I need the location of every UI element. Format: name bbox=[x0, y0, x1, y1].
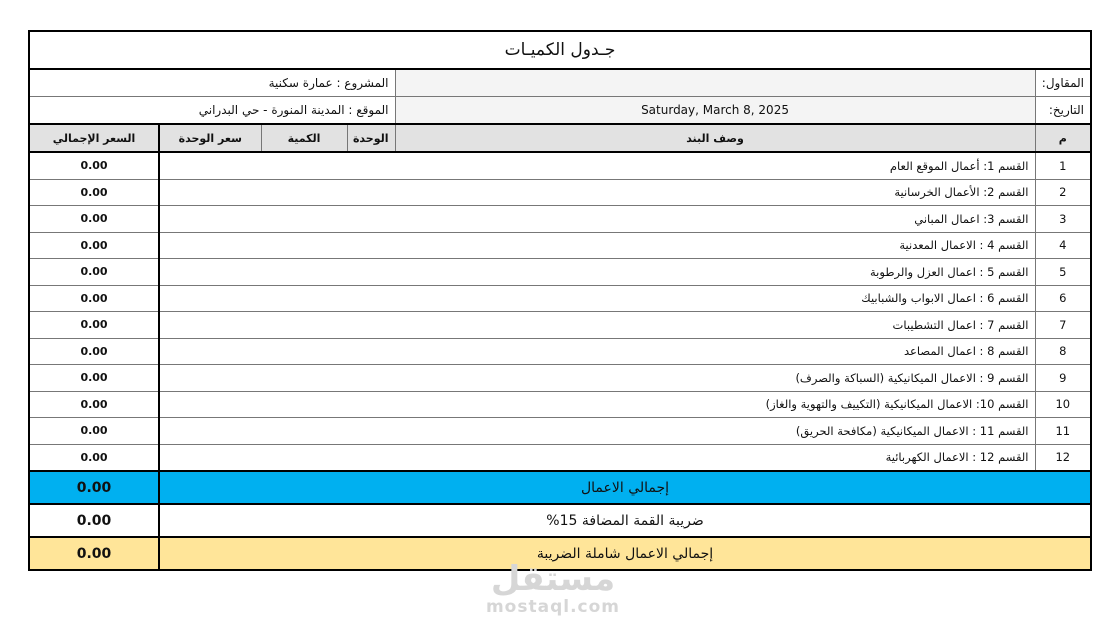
date-label: التاريخ: bbox=[1035, 97, 1091, 125]
header-total-price: السعر الإجمالي bbox=[29, 124, 159, 152]
item-number: 3 bbox=[1035, 206, 1091, 233]
item-description: القسم 5 : اعمال العزل والرطوبة bbox=[159, 259, 1035, 286]
item-description: القسم 4 : الاعمال المعدنية bbox=[159, 232, 1035, 259]
item-description: القسم 9 : الاعمال الميكانيكية (السباكة والصرف) bbox=[159, 365, 1035, 392]
table-row bbox=[29, 152, 1091, 179]
item-total: 0.00 bbox=[29, 338, 159, 365]
item-total: 0.00 bbox=[29, 418, 159, 445]
table-row bbox=[29, 285, 1091, 312]
table-row bbox=[29, 444, 1091, 471]
watermark-latin: mostaql.com bbox=[485, 597, 621, 617]
works-total-value: 0.00 bbox=[29, 471, 159, 504]
item-total: 0.00 bbox=[29, 179, 159, 206]
location-label: الموقع : المدينة المنورة - حي البدراني bbox=[29, 97, 395, 125]
table-row bbox=[29, 232, 1091, 259]
item-number: 11 bbox=[1035, 418, 1091, 445]
table-row bbox=[29, 312, 1091, 339]
item-number: 4 bbox=[1035, 232, 1091, 259]
item-total: 0.00 bbox=[29, 312, 159, 339]
works-total-label: إجمالي الاعمال bbox=[159, 471, 1091, 504]
header-unit-price: سعر الوحدة bbox=[159, 124, 261, 152]
item-description: القسم 7 : اعمال التشطيبات bbox=[159, 312, 1035, 339]
item-total: 0.00 bbox=[29, 232, 159, 259]
item-total: 0.00 bbox=[29, 444, 159, 471]
vat-value: 0.00 bbox=[29, 504, 159, 537]
works-total-row bbox=[29, 471, 1091, 504]
item-number: 5 bbox=[1035, 259, 1091, 286]
watermark-arabic: مستقل bbox=[490, 559, 616, 599]
title-row bbox=[29, 31, 1091, 69]
table-row bbox=[29, 391, 1091, 418]
item-number: 12 bbox=[1035, 444, 1091, 471]
item-total: 0.00 bbox=[29, 206, 159, 233]
item-description: القسم 10: الاعمال الميكانيكية (التكييف والتهوية والغاز) bbox=[159, 391, 1035, 418]
item-number: 2 bbox=[1035, 179, 1091, 206]
item-total: 0.00 bbox=[29, 152, 159, 179]
item-number: 6 bbox=[1035, 285, 1091, 312]
contractor-value bbox=[395, 69, 1035, 97]
item-number: 9 bbox=[1035, 365, 1091, 392]
table-row bbox=[29, 206, 1091, 233]
contractor-label: المقاول: bbox=[1035, 69, 1091, 97]
table-row bbox=[29, 179, 1091, 206]
item-number: 10 bbox=[1035, 391, 1091, 418]
item-total: 0.00 bbox=[29, 391, 159, 418]
item-description: القسم 2: الأعمال الخرسانية bbox=[159, 179, 1035, 206]
table-row bbox=[29, 418, 1091, 445]
boq-sheet bbox=[28, 30, 1090, 571]
watermark-logo bbox=[478, 560, 628, 616]
table-header bbox=[29, 124, 1091, 152]
item-description: القسم 1: أعمال الموقع العام bbox=[159, 152, 1035, 179]
item-total: 0.00 bbox=[29, 285, 159, 312]
header-description: وصف البند bbox=[395, 124, 1035, 152]
table-row bbox=[29, 338, 1091, 365]
date-row bbox=[29, 97, 1091, 125]
grand-total-label: إجمالي الاعمال شاملة الضريبة bbox=[159, 537, 1091, 570]
grand-total-value: 0.00 bbox=[29, 537, 159, 570]
date-value: Saturday, March 8, 2025 bbox=[395, 97, 1035, 125]
boq-table bbox=[28, 30, 1092, 571]
table-row bbox=[29, 365, 1091, 392]
item-description: القسم 6 : اعمال الابواب والشبابيك bbox=[159, 285, 1035, 312]
item-description: القسم 11 : الاعمال الميكانيكية (مكافحة الحريق) bbox=[159, 418, 1035, 445]
table-row bbox=[29, 259, 1091, 286]
vat-label: ضريبة القمة المضافة 15% bbox=[159, 504, 1091, 537]
item-total: 0.00 bbox=[29, 365, 159, 392]
item-number: 7 bbox=[1035, 312, 1091, 339]
page-title: جـدول الكميـات bbox=[29, 31, 1091, 69]
header-unit: الوحدة bbox=[347, 124, 395, 152]
item-number: 8 bbox=[1035, 338, 1091, 365]
header-index: م bbox=[1035, 124, 1091, 152]
contractor-row bbox=[29, 69, 1091, 97]
item-number: 1 bbox=[1035, 152, 1091, 179]
vat-row bbox=[29, 504, 1091, 537]
project-label: المشروع : عمارة سكنية bbox=[29, 69, 395, 97]
header-quantity: الكمية bbox=[261, 124, 347, 152]
item-description: القسم 8 : اعمال المصاعد bbox=[159, 338, 1035, 365]
item-description: القسم 3: اعمال المباني bbox=[159, 206, 1035, 233]
item-total: 0.00 bbox=[29, 259, 159, 286]
item-description: القسم 12 : الاعمال الكهربائية bbox=[159, 444, 1035, 471]
